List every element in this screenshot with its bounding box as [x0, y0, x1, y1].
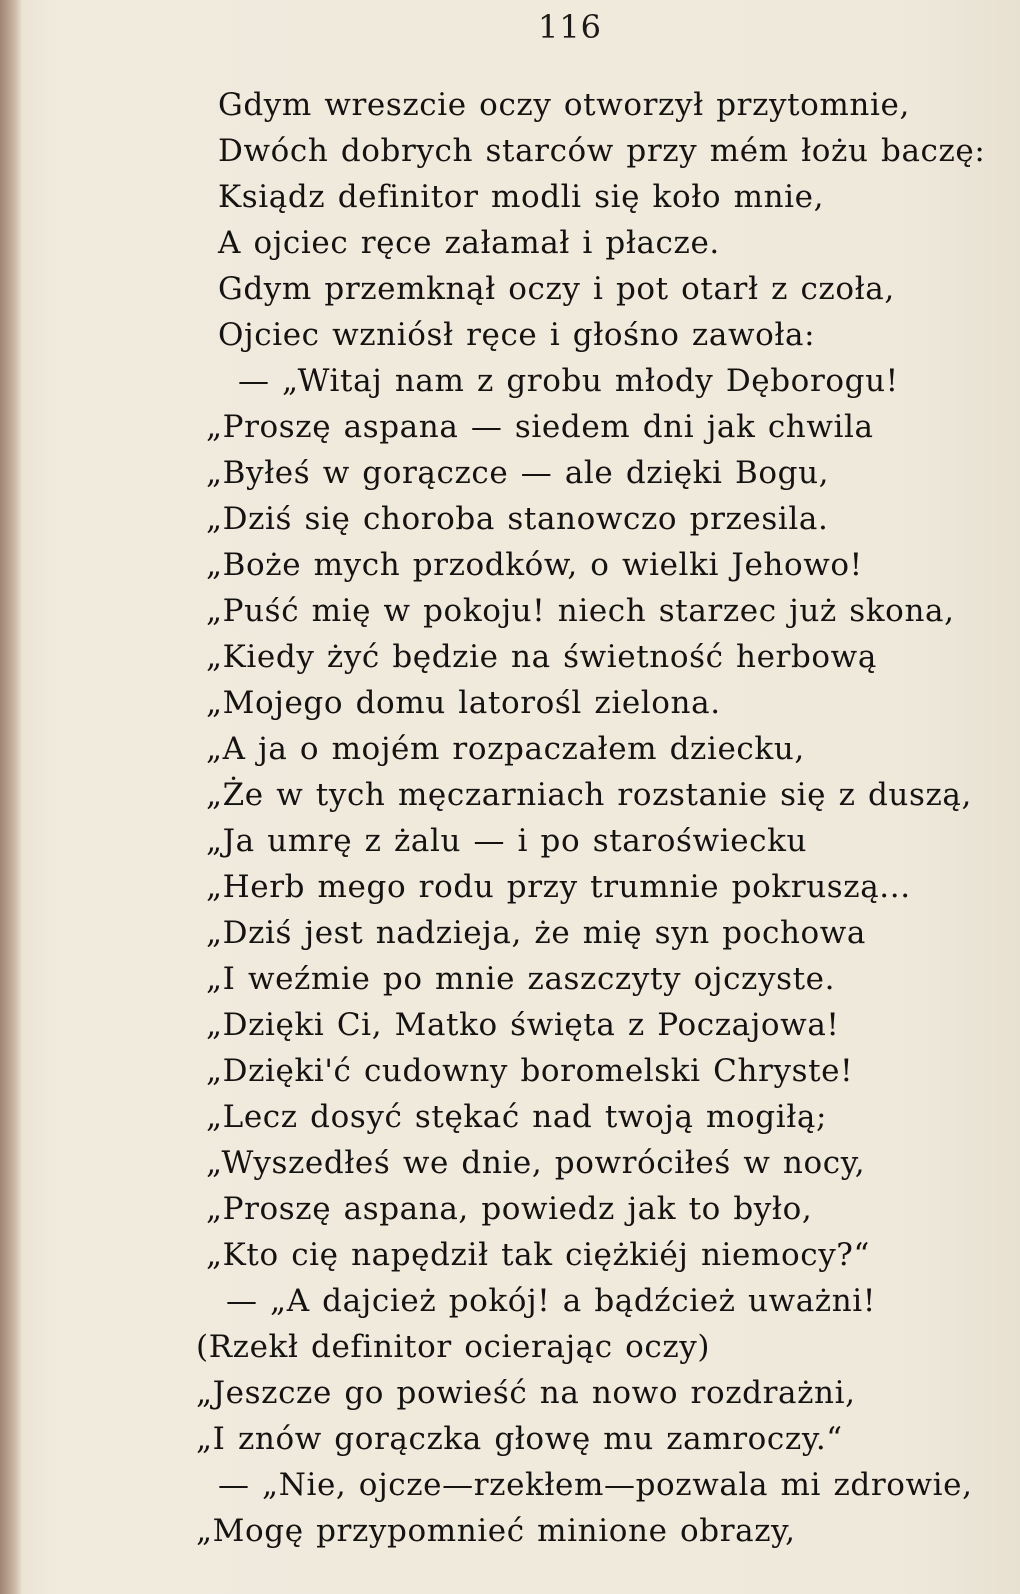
- verse-line: — „Witaj nam z grobu młody Dęborogu!: [238, 363, 899, 399]
- verse-line: Ojciec wzniósł ręce i głośno zawoła:: [218, 317, 816, 353]
- verse-line: „Dzięki'ć cudowny boromelski Chryste!: [206, 1053, 854, 1089]
- verse-line: — „Nie, ojcze—rzekłem—pozwala mi zdrowie,: [218, 1467, 973, 1503]
- verse-line: „Dzięki Ci, Matko święta z Poczajowa!: [206, 1007, 840, 1043]
- verse-line: — „A dajcież pokój! a bądźcież uważni!: [226, 1283, 876, 1319]
- verse-line: „I znów gorączka głowę mu zamroczy.“: [196, 1421, 843, 1457]
- verse-line: „Byłeś w gorączce — ale dzięki Bogu,: [206, 455, 830, 491]
- verse-line: „Herb mego rodu przy trumnie pokruszą...: [206, 869, 911, 905]
- verse-line: „A ja o mojém rozpaczałem dziecku,: [206, 731, 805, 767]
- verse-line: „Lecz dosyć stękać nad twoją mogiłą;: [206, 1099, 828, 1135]
- verse-line: „Jeszcze go powieść na nowo rozdrażni,: [196, 1375, 856, 1411]
- verse-line: A ojciec ręce załamał i płacze.: [218, 225, 720, 261]
- verse-line: „Kto cię napędził tak ciężkiéj niemocy?“: [206, 1237, 870, 1273]
- verse-line: „Mogę przypomnieć minione obrazy,: [196, 1513, 796, 1549]
- verse-line: Gdym wreszcie oczy otworzył przytomnie,: [218, 87, 910, 123]
- verse-line: Gdym przemknął oczy i pot otarł z czoła,: [218, 271, 895, 307]
- verse-line: „Puść mię w pokoju! niech starzec już skona,: [206, 593, 955, 629]
- verse-line: (Rzekł definitor ocierając oczy): [196, 1329, 711, 1365]
- verse-line: „I weźmie po mnie zaszczyty ojczyste.: [206, 961, 836, 997]
- verse-line: „Ja umrę z żalu — i po staroświecku: [206, 823, 808, 859]
- verse-line: „Boże mych przodków, o wielki Jehowo!: [206, 547, 863, 583]
- verse-line: „Dziś się choroba stanowczo przesila.: [206, 501, 829, 537]
- page-binding-edge: [0, 0, 22, 1594]
- verse-line: „Że w tych męczarniach rozstanie się z duszą,: [206, 777, 972, 813]
- verse-line: „Proszę aspana, powiedz jak to było,: [206, 1191, 813, 1227]
- verse-line: „Proszę aspana — siedem dni jak chwila: [206, 409, 874, 445]
- verse-line: „Mojego domu latorośl zielona.: [206, 685, 721, 721]
- verse-line: Ksiądz definitor modli się koło mnie,: [218, 179, 825, 215]
- verse-line: Dwóch dobrych starców przy mém łożu baczę:: [218, 133, 986, 169]
- verse-line: „Kiedy żyć będzie na świetność herbową: [206, 639, 877, 675]
- verse-line: „Dziś jest nadzieja, że mię syn pochowa: [206, 915, 866, 951]
- page-number: 116: [537, 8, 603, 46]
- verse-line: „Wyszedłeś we dnie, powróciłeś w nocy,: [206, 1145, 866, 1181]
